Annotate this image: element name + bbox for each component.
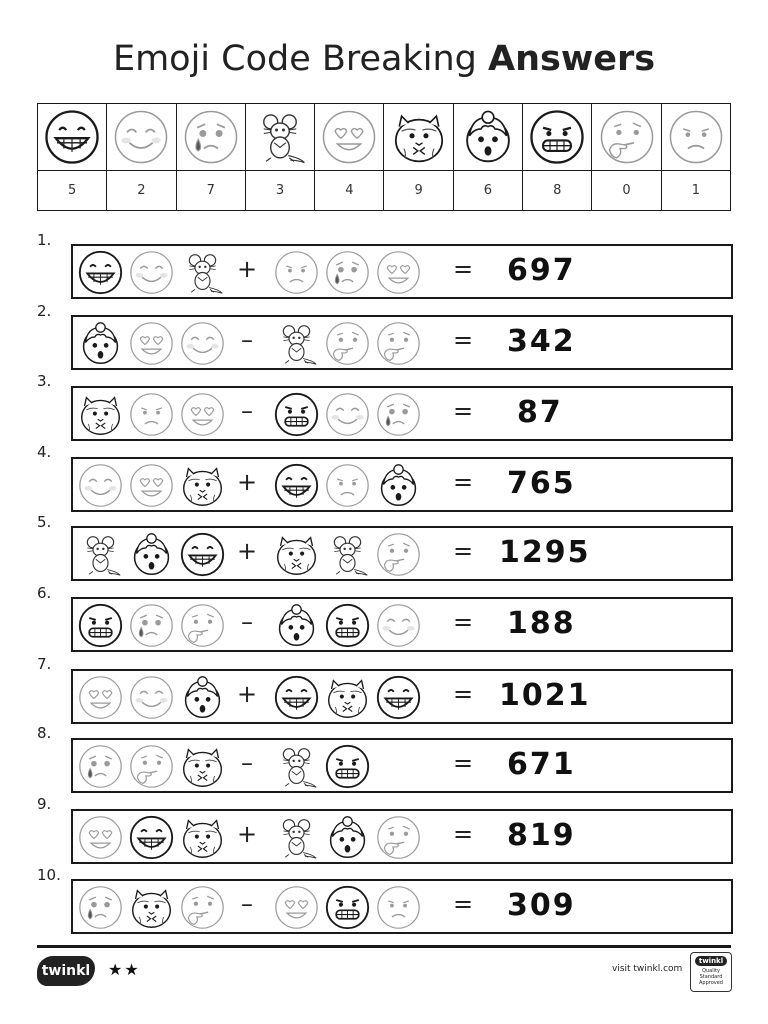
- operator: +: [237, 537, 258, 565]
- thinking-icon: [128, 743, 175, 790]
- mouse-icon: [273, 320, 320, 367]
- operator: –: [241, 749, 253, 777]
- badge-brand: twinkl: [695, 956, 727, 966]
- key-digit: 8: [523, 171, 592, 211]
- stars-icon: ★★: [108, 960, 141, 979]
- sad-icon: [667, 108, 725, 166]
- granny-icon: [459, 108, 517, 166]
- key-digit: 7: [176, 171, 245, 211]
- key-digit: 1: [661, 171, 730, 211]
- answer-value: 342: [507, 324, 576, 359]
- key-cell-sad: [661, 104, 730, 171]
- question-row: [71, 386, 733, 441]
- equals-sign: =: [453, 397, 474, 425]
- question-number: 6.: [37, 584, 52, 602]
- badge-text: Quality Standard Approved: [699, 968, 723, 986]
- question-row: [71, 879, 733, 934]
- key-digit: 3: [245, 171, 314, 211]
- question-number: 8.: [37, 724, 52, 742]
- mouse-icon: [273, 743, 320, 790]
- granny-icon: [179, 674, 226, 721]
- smile-icon: [112, 108, 170, 166]
- key-cell-granny: [453, 104, 522, 171]
- question-number: 1.: [37, 231, 52, 249]
- thinking-icon: [179, 884, 226, 931]
- thinking-icon: [598, 108, 656, 166]
- sad-icon: [128, 391, 175, 438]
- key-cell-heart-eyes: [315, 104, 384, 171]
- sad-icon: [324, 462, 371, 509]
- answer-value: 697: [507, 253, 576, 288]
- thinking-icon: [324, 320, 371, 367]
- operator: –: [241, 326, 253, 354]
- hamster-icon: [273, 531, 320, 578]
- equals-sign: =: [453, 326, 474, 354]
- title-bold: Answers: [488, 39, 656, 79]
- question-row: [71, 669, 733, 724]
- equals-sign: =: [453, 749, 474, 777]
- hamster-icon: [77, 391, 124, 438]
- tear-icon: [324, 249, 371, 296]
- tear-icon: [128, 602, 175, 649]
- key-cell-hamster: [384, 104, 453, 171]
- quality-badge: [690, 952, 732, 992]
- granny-icon: [273, 602, 320, 649]
- answer-value: 765: [507, 466, 576, 501]
- question-row: [71, 738, 733, 793]
- granny-icon: [324, 814, 371, 861]
- key-cell-thinking: [592, 104, 661, 171]
- question-row: [71, 809, 733, 864]
- thinking-icon: [375, 531, 422, 578]
- smile-icon: [128, 674, 175, 721]
- grimace-icon: [324, 884, 371, 931]
- hamster-icon: [128, 884, 175, 931]
- sad-icon: [375, 884, 422, 931]
- key-digit: 6: [453, 171, 522, 211]
- grin-icon: [43, 108, 101, 166]
- operator: –: [241, 890, 253, 918]
- question-row: [71, 457, 733, 512]
- question-row: [71, 315, 733, 370]
- key-digit: 0: [592, 171, 661, 211]
- operator: +: [237, 820, 258, 848]
- question-number: 2.: [37, 302, 52, 320]
- grimace-icon: [324, 743, 371, 790]
- grimace-icon: [77, 602, 124, 649]
- smile-icon: [179, 320, 226, 367]
- question-number: 10.: [37, 866, 61, 884]
- question-row: [71, 244, 733, 299]
- question-number: 3.: [37, 372, 52, 390]
- operator: +: [237, 468, 258, 496]
- hamster-icon: [179, 462, 226, 509]
- grin-icon: [273, 462, 320, 509]
- grin-icon: [273, 674, 320, 721]
- question-row: [71, 597, 733, 652]
- tear-icon: [375, 391, 422, 438]
- granny-icon: [375, 462, 422, 509]
- heart-eyes-icon: [128, 462, 175, 509]
- operator: +: [237, 680, 258, 708]
- grin-icon: [179, 531, 226, 578]
- twinkl-logo[interactable]: twinkl: [37, 956, 95, 986]
- answer-value: 87: [517, 395, 563, 430]
- granny-icon: [128, 531, 175, 578]
- mouse-icon: [77, 531, 124, 578]
- key-digit: 4: [315, 171, 384, 211]
- equals-sign: =: [453, 890, 474, 918]
- equals-sign: =: [453, 255, 474, 283]
- key-cell-smile: [107, 104, 176, 171]
- answer-value: 671: [507, 747, 576, 782]
- answer-value: 309: [507, 888, 576, 923]
- sad-icon: [273, 249, 320, 296]
- equals-sign: =: [453, 468, 474, 496]
- answer-value: 819: [507, 818, 576, 853]
- heart-eyes-icon: [320, 108, 378, 166]
- hamster-icon: [390, 108, 448, 166]
- key-cell-mouse: [245, 104, 314, 171]
- equals-sign: =: [453, 537, 474, 565]
- hamster-icon: [324, 674, 371, 721]
- heart-eyes-icon: [273, 884, 320, 931]
- mouse-icon: [324, 531, 371, 578]
- thinking-icon: [375, 814, 422, 861]
- key-digit: 9: [384, 171, 453, 211]
- heart-eyes-icon: [179, 391, 226, 438]
- operator: –: [241, 608, 253, 636]
- equals-sign: =: [453, 680, 474, 708]
- hamster-icon: [179, 814, 226, 861]
- hamster-icon: [179, 743, 226, 790]
- smile-icon: [77, 462, 124, 509]
- answer-value: 188: [507, 606, 576, 641]
- key-emoji-row: [38, 104, 731, 171]
- emoji-key-table: [37, 103, 731, 211]
- mouse-icon: [273, 814, 320, 861]
- tear-icon: [77, 884, 124, 931]
- equals-sign: =: [453, 820, 474, 848]
- operator: +: [237, 255, 258, 283]
- thinking-icon: [179, 602, 226, 649]
- footer-divider: [37, 945, 731, 948]
- tear-icon: [77, 743, 124, 790]
- key-cell-tear: [176, 104, 245, 171]
- question-number: 9.: [37, 795, 52, 813]
- question-number: 5.: [37, 513, 52, 531]
- thinking-icon: [375, 320, 422, 367]
- heart-eyes-icon: [77, 814, 124, 861]
- grin-icon: [128, 814, 175, 861]
- heart-eyes-icon: [375, 249, 422, 296]
- answer-value: 1021: [499, 678, 591, 713]
- key-digit: 5: [38, 171, 107, 211]
- title-main: Emoji Code Breaking: [112, 39, 477, 79]
- page-title: [0, 36, 768, 82]
- question-number: 4.: [37, 443, 52, 461]
- grimace-icon: [273, 391, 320, 438]
- answer-value: 1295: [499, 535, 591, 570]
- question-row: [71, 526, 733, 581]
- smile-icon: [375, 602, 422, 649]
- heart-eyes-icon: [77, 674, 124, 721]
- key-cell-grin: [38, 104, 107, 171]
- visit-link[interactable]: visit twinkl.com: [612, 964, 683, 974]
- mouse-icon: [179, 249, 226, 296]
- smile-icon: [324, 391, 371, 438]
- key-digit-row: [38, 171, 731, 211]
- grin-icon: [77, 249, 124, 296]
- smile-icon: [128, 249, 175, 296]
- operator: –: [241, 397, 253, 425]
- key-cell-grimace: [523, 104, 592, 171]
- key-digit: 2: [107, 171, 176, 211]
- mouse-icon: [251, 108, 309, 166]
- grimace-icon: [528, 108, 586, 166]
- tear-icon: [182, 108, 240, 166]
- granny-icon: [77, 320, 124, 367]
- question-number: 7.: [37, 655, 52, 673]
- grimace-icon: [324, 602, 371, 649]
- heart-eyes-icon: [128, 320, 175, 367]
- equals-sign: =: [453, 608, 474, 636]
- grin-icon: [375, 674, 422, 721]
